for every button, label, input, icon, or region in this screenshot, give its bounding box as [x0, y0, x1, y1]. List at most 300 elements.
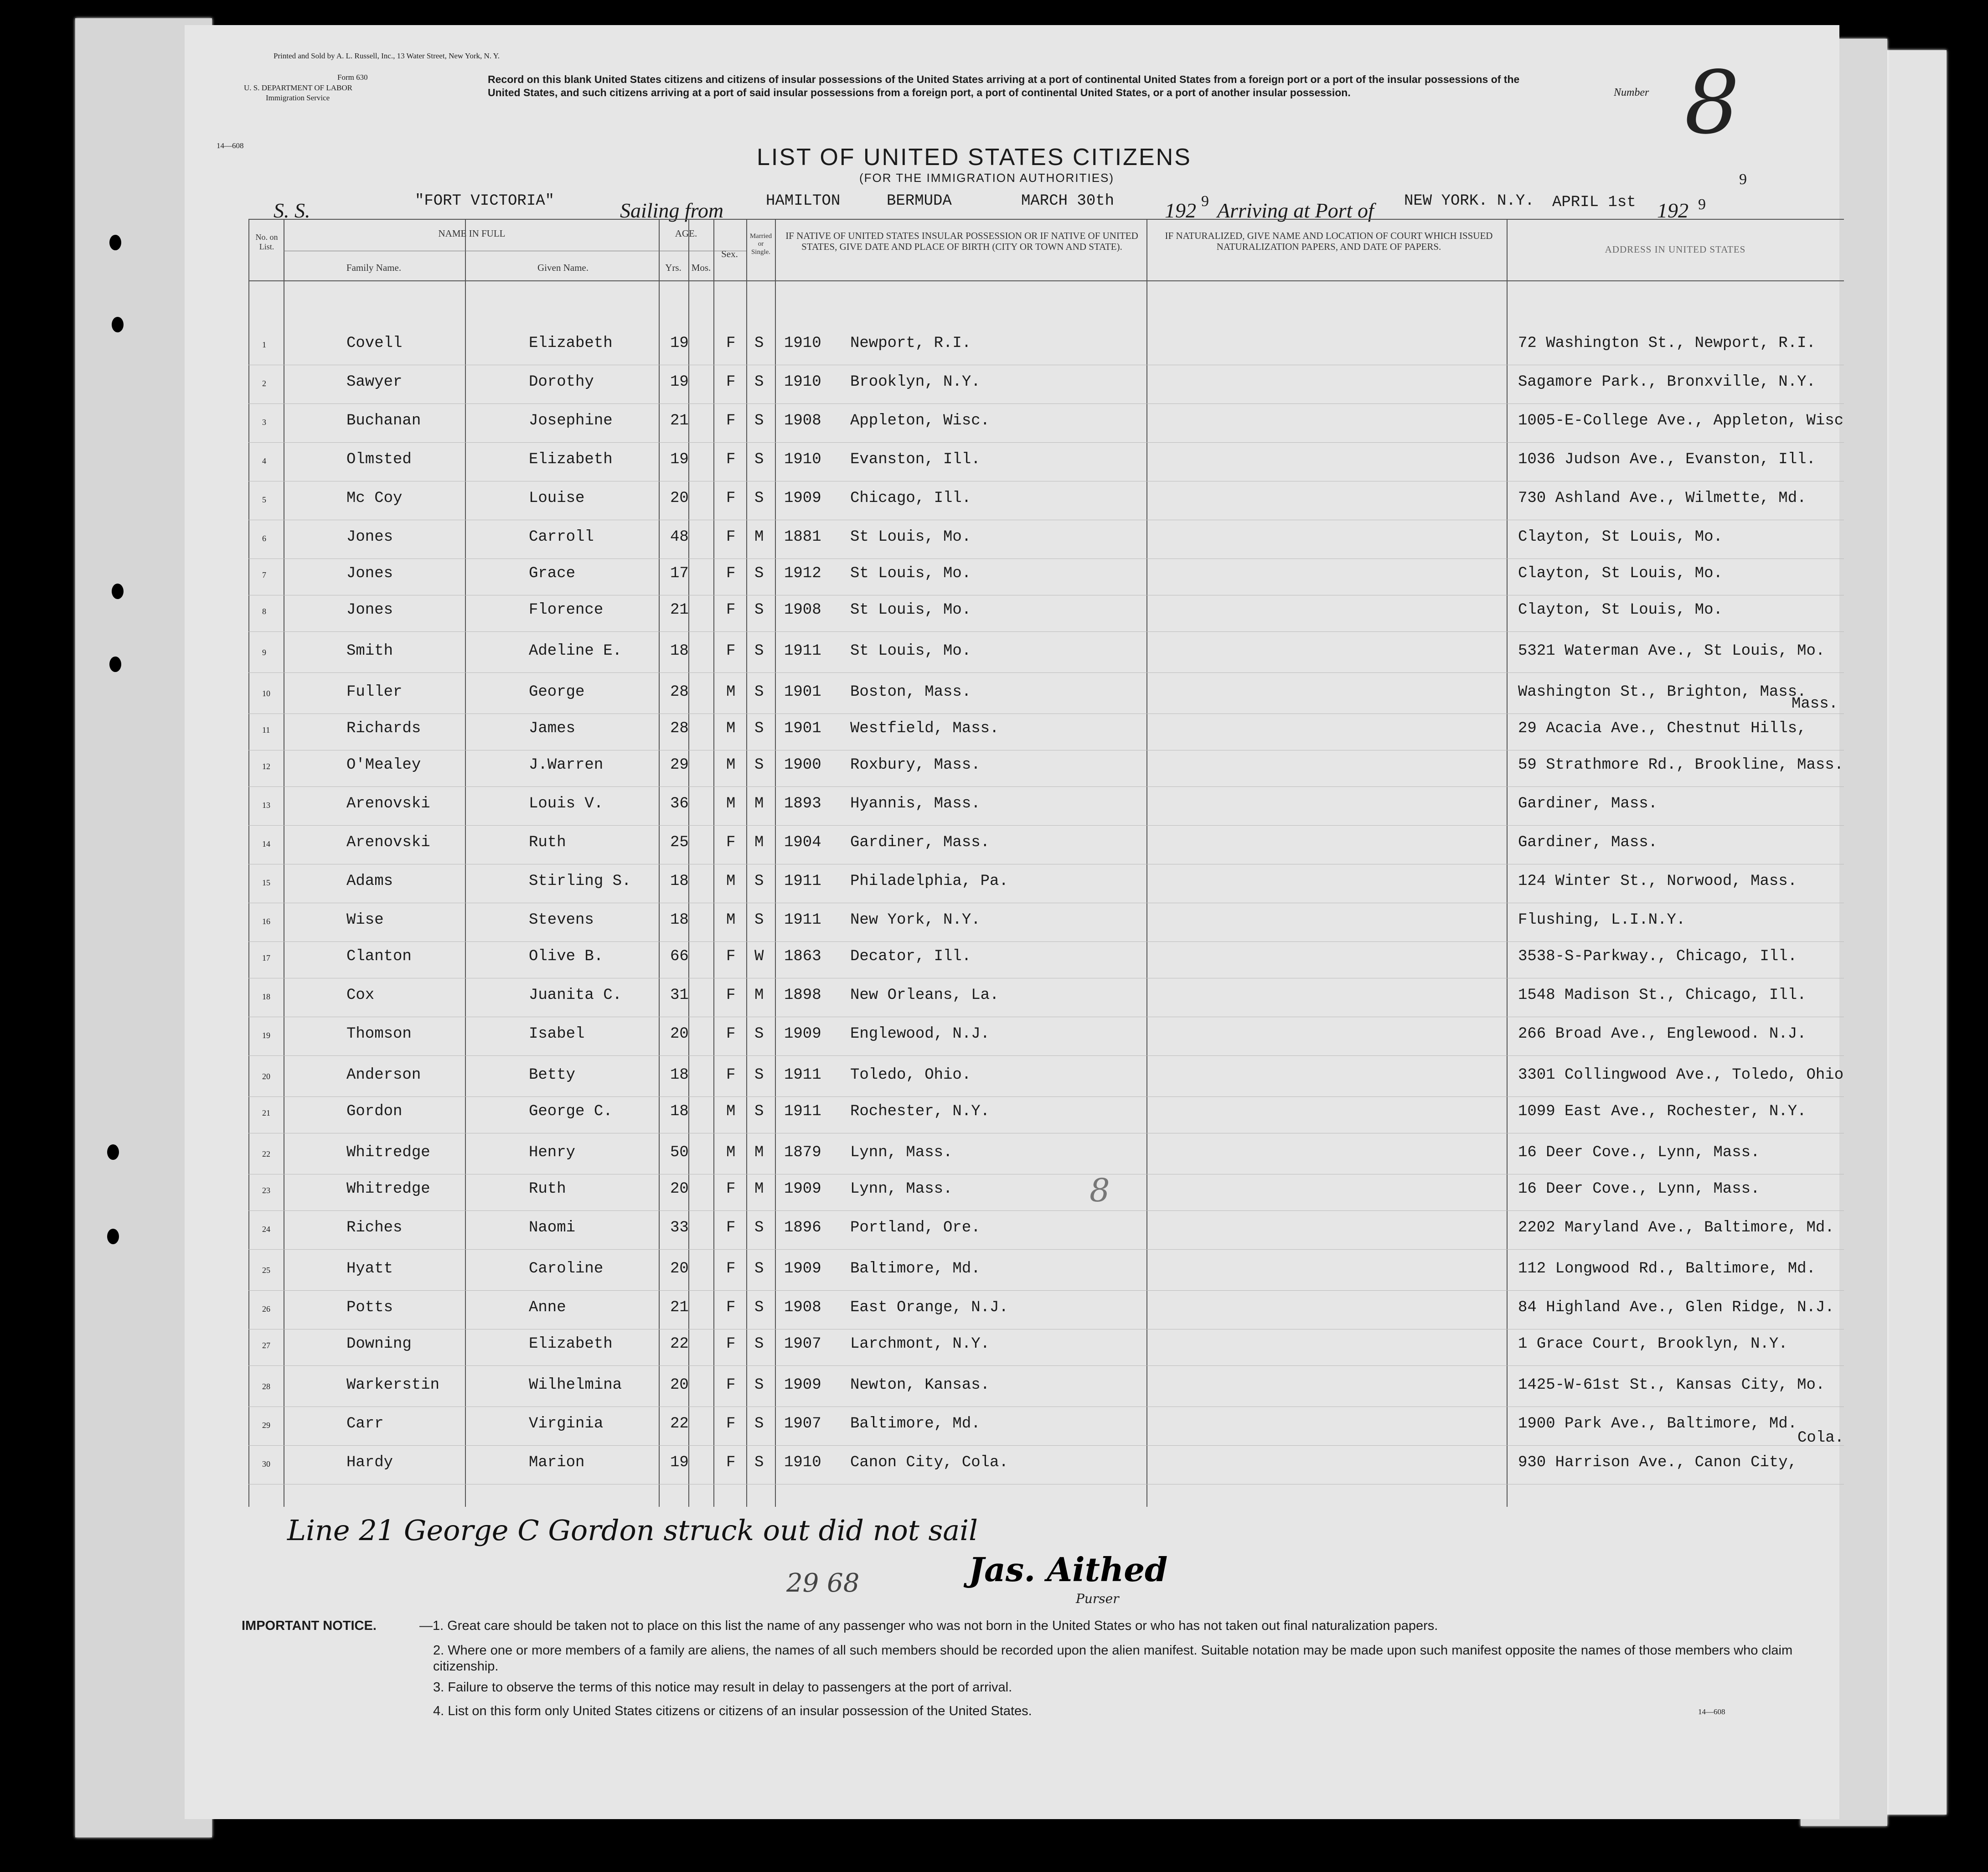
birth-place-cell: Newport, R.I.: [850, 335, 971, 352]
row-rule: [248, 403, 1844, 404]
birth-place-cell: Larchmont, N.Y.: [850, 1335, 990, 1353]
given-name-cell: Grace: [529, 565, 576, 582]
birth-year-cell: 1909: [784, 1260, 821, 1277]
birth-year-cell: 1910: [784, 373, 821, 391]
birth-year-cell: 1907: [784, 1415, 821, 1432]
given-name-cell: Carroll: [529, 528, 594, 546]
sex-cell: M: [726, 683, 736, 701]
address-cell: 3538-S-Parkway., Chicago, Ill.: [1518, 948, 1797, 965]
col-mos: Mos.: [691, 262, 711, 273]
birth-year-cell: 1911: [784, 873, 821, 890]
row-rule: [248, 672, 1844, 673]
sex-cell: F: [726, 1260, 736, 1277]
col-name-in-full: NAME IN FULL: [438, 228, 506, 239]
family-name-cell: Gordon: [346, 1103, 403, 1120]
no-cell: 15: [262, 878, 270, 887]
notice-item-1: —1. Great care should be taken not to place on this list the name of any passenger who was not born in the United States or who has not taken out final naturalization papers.: [419, 1619, 1438, 1633]
sailing-label: Sailing from: [620, 199, 724, 222]
no-cell: 1: [262, 340, 266, 349]
address-cell: 1 Grace Court, Brooklyn, N.Y.: [1518, 1335, 1788, 1353]
birth-year-cell: 1901: [784, 720, 821, 737]
no-cell: 9: [262, 648, 266, 657]
col-naturalized: IF NATURALIZED, GIVE NAME AND LOCATION OF COURT WHICH ISSUED NATURALIZATION PAPERS, AND DATE OF PAPERS.: [1165, 230, 1493, 253]
table-row: [248, 328, 1839, 366]
department: U. S. DEPARTMENT OF LABOR: [244, 83, 352, 92]
marital-cell: M: [754, 1180, 764, 1198]
given-name-cell: J.Warren: [529, 756, 604, 774]
table-row: [248, 1019, 1839, 1056]
birth-place-cell: St Louis, Mo.: [850, 528, 971, 546]
address-cell: 730 Ashland Ave., Wilmette, Md.: [1518, 490, 1807, 507]
no-cell: 18: [262, 992, 270, 1001]
family-name-cell: Whitredge: [346, 1144, 430, 1161]
form-number: Form 630: [337, 73, 368, 82]
notice-item-2: 2. Where one or more members of a family are aliens, the names of all such members should be recorded upon the alien manifest. Suitable notation may be made upon such manifest opposite the names of those members who claim citizenship.: [433, 1643, 1793, 1674]
family-name-cell: Carr: [346, 1415, 384, 1432]
given-name-cell: Stirling S.: [529, 873, 631, 890]
table-row: [248, 1174, 1839, 1211]
sex-cell: F: [726, 1415, 736, 1432]
address-cell: 1005-E-College Ave., Appleton, Wisc: [1518, 412, 1844, 429]
notice-heading: IMPORTANT NOTICE.: [242, 1619, 377, 1633]
table-row: [248, 677, 1839, 714]
age-cell: 28: [670, 683, 689, 701]
marital-cell: M: [754, 795, 764, 812]
birth-place-cell: St Louis, Mo.: [850, 642, 971, 660]
given-name-cell: Isabel: [529, 1025, 585, 1043]
given-name-cell: Louis V.: [529, 795, 604, 812]
no-cell: 12: [262, 762, 270, 771]
table-row: [248, 714, 1839, 751]
age-cell: 19: [670, 451, 689, 468]
age-cell: 21: [670, 1299, 689, 1316]
age-cell: 20: [670, 1260, 689, 1277]
table-row: [248, 1138, 1839, 1175]
birth-place-cell: Rochester, N.Y.: [850, 1103, 990, 1120]
address-overflow: Cola.: [1797, 1429, 1844, 1447]
birth-place-cell: Newton, Kansas.: [850, 1376, 990, 1394]
marital-cell: S: [754, 565, 764, 582]
no-cell: 16: [262, 917, 270, 926]
age-cell: 29: [670, 756, 689, 774]
given-name-cell: Ruth: [529, 1180, 566, 1198]
table-header-rule: [248, 280, 1844, 281]
no-cell: 14: [262, 839, 270, 848]
sex-cell: M: [726, 1144, 736, 1161]
sex-cell: F: [726, 1219, 736, 1236]
sex-cell: F: [726, 373, 736, 391]
no-cell: 11: [262, 725, 270, 734]
sex-cell: F: [726, 1180, 736, 1198]
row-rule: [248, 1055, 1844, 1056]
age-cell: 21: [670, 412, 689, 429]
no-cell: 19: [262, 1031, 270, 1040]
sex-cell: F: [726, 1454, 736, 1471]
address-cell: 29 Acacia Ave., Chestnut Hills,: [1518, 720, 1807, 737]
purser-title: Purser: [1076, 1591, 1119, 1606]
col-sex: Sex.: [721, 248, 738, 259]
col-native: IF NATIVE OF UNITED STATES INSULAR POSSESSION OR IF NATIVE OF UNITED STATES, GIVE DATE AND PLACE OF BIRTH (CITY OR TOWN AND STATE).: [785, 230, 1138, 253]
age-cell: 20: [670, 1180, 689, 1198]
marital-cell: S: [754, 1025, 764, 1043]
row-rule: [248, 825, 1844, 826]
marital-cell: S: [754, 490, 764, 507]
col-family-name: Family Name.: [346, 262, 402, 273]
age-cell: 20: [670, 1025, 689, 1043]
birth-year-cell: 1904: [784, 834, 821, 851]
birth-place-cell: Portland, Ore.: [850, 1219, 981, 1236]
table-row: [248, 980, 1839, 1018]
given-name-cell: Stevens: [529, 911, 594, 929]
table-row: [248, 789, 1839, 826]
marital-cell: S: [754, 1260, 764, 1277]
marital-cell: S: [754, 1376, 764, 1394]
sex-cell: F: [726, 987, 736, 1004]
given-name-cell: Virginia: [529, 1415, 604, 1432]
sex-cell: F: [726, 642, 736, 660]
birth-place-cell: St Louis, Mo.: [850, 601, 971, 619]
no-cell: 17: [262, 953, 270, 962]
given-name-cell: Josephine: [529, 412, 613, 429]
family-name-cell: Downing: [346, 1335, 412, 1353]
birth-year-cell: 1896: [784, 1219, 821, 1236]
address-cell: Gardiner, Mass.: [1518, 795, 1658, 812]
marital-cell: M: [754, 528, 764, 546]
arrival-port: NEW YORK. N.Y.: [1404, 192, 1534, 210]
birth-place-cell: Lynn, Mass.: [850, 1180, 953, 1198]
birth-year-cell: 1909: [784, 1180, 821, 1198]
handwritten-note: Line 21 George C Gordon struck out did not sail: [287, 1514, 978, 1547]
arrival-year-digit: 9: [1698, 196, 1706, 213]
given-name-cell: Elizabeth: [529, 335, 613, 352]
table-row: [248, 866, 1839, 904]
family-name-cell: Anderson: [346, 1066, 421, 1084]
page-title: LIST OF UNITED STATES CITIZENS: [757, 144, 1192, 171]
family-name-cell: Covell: [346, 335, 403, 352]
address-cell: 84 Highland Ave., Glen Ridge, N.J.: [1518, 1299, 1834, 1316]
given-name-cell: Caroline: [529, 1260, 604, 1277]
no-cell: 7: [262, 570, 266, 579]
year-digit: 9: [1201, 193, 1209, 210]
birth-year-cell: 1910: [784, 335, 821, 352]
family-name-cell: Potts: [346, 1299, 393, 1316]
age-cell: 28: [670, 720, 689, 737]
age-cell: 48: [670, 528, 689, 546]
birth-year-cell: 1900: [784, 756, 821, 774]
sail-date: MARCH 30th: [1021, 192, 1115, 210]
family-name-cell: Arenovski: [346, 795, 430, 812]
service: Immigration Service: [266, 93, 330, 102]
age-cell: 20: [670, 490, 689, 507]
marital-cell: S: [754, 1454, 764, 1471]
marital-cell: S: [754, 373, 764, 391]
birth-place-cell: Boston, Mass.: [850, 683, 971, 701]
no-cell: 22: [262, 1149, 270, 1158]
table-row: [248, 1293, 1839, 1330]
family-name-cell: Warkerstin: [346, 1376, 440, 1394]
family-name-cell: Cox: [346, 987, 375, 1004]
age-cell: 25: [670, 834, 689, 851]
row-rule: [248, 786, 1844, 787]
col-no: No. on List.: [255, 233, 278, 251]
given-name-cell: Elizabeth: [529, 451, 613, 468]
table-row: [248, 1254, 1839, 1291]
birth-place-cell: St Louis, Mo.: [850, 565, 971, 582]
footer-form-code: 14—608: [1698, 1707, 1725, 1716]
sex-cell: F: [726, 948, 736, 965]
birth-place-cell: Hyannis, Mass.: [850, 795, 981, 812]
given-name-cell: George: [529, 683, 585, 701]
notice-item-4: 4. List on this form only United States citizens or citizens of an insular possession of the United States.: [433, 1704, 1032, 1718]
given-name-cell: Ruth: [529, 834, 566, 851]
address-cell: Clayton, St Louis, Mo.: [1518, 565, 1723, 582]
sex-cell: F: [726, 1066, 736, 1084]
sailing-from-city: HAMILTON: [766, 192, 841, 210]
punch-hole: [112, 584, 124, 599]
given-name-cell: Florence: [529, 601, 604, 619]
birth-year-cell: 1909: [784, 1376, 821, 1394]
sex-cell: F: [726, 601, 736, 619]
family-name-cell: Clanton: [346, 948, 412, 965]
age-cell: 33: [670, 1219, 689, 1236]
birth-place-cell: Appleton, Wisc.: [850, 412, 990, 429]
address-cell: 1900 Park Ave., Baltimore, Md.: [1518, 1415, 1797, 1432]
table-row: [248, 445, 1839, 482]
table-row: [248, 558, 1839, 596]
table-row: [248, 636, 1839, 673]
no-cell: 20: [262, 1072, 270, 1081]
birth-year-cell: 1908: [784, 601, 821, 619]
table-row: [248, 522, 1839, 559]
marital-cell: S: [754, 451, 764, 468]
punch-hole: [109, 235, 121, 250]
age-cell: 18: [670, 642, 689, 660]
age-cell: 18: [670, 911, 689, 929]
birth-year-cell: 1863: [784, 948, 821, 965]
address-cell: Washington St., Brighton, Mass.: [1518, 683, 1807, 701]
marital-cell: S: [754, 1103, 764, 1120]
col-given-name: Given Name.: [537, 262, 589, 273]
birth-year-cell: 1911: [784, 1066, 821, 1084]
no-cell: 2: [262, 379, 266, 388]
sex-cell: F: [726, 335, 736, 352]
table-row: [248, 1329, 1839, 1366]
family-name-cell: Arenovski: [346, 834, 430, 851]
age-cell: 17: [670, 565, 689, 582]
arrival-year-prefix: 192: [1657, 199, 1689, 222]
number-value: 8: [1684, 52, 1740, 153]
row-rule: [248, 1365, 1844, 1366]
sex-cell: F: [726, 565, 736, 582]
ss-label: S. S.: [274, 199, 310, 222]
table-row: [248, 1060, 1844, 1097]
family-name-cell: Hardy: [346, 1454, 393, 1471]
address-cell: 266 Broad Ave., Englewood. N.J.: [1518, 1025, 1807, 1043]
address-cell: 1425-W-61st St., Kansas City, Mo.: [1518, 1376, 1825, 1394]
family-name-cell: Hyatt: [346, 1260, 393, 1277]
col-married: Married or Single.: [749, 233, 772, 256]
arrival-year-digit-above: 9: [1739, 171, 1747, 188]
sex-cell: F: [726, 1025, 736, 1043]
address-cell: 1099 East Ave., Rochester, N.Y.: [1518, 1103, 1807, 1120]
year-prefix: 192: [1165, 199, 1196, 222]
marital-cell: M: [754, 1144, 764, 1161]
birth-year-cell: 1907: [784, 1335, 821, 1353]
no-cell: 3: [262, 418, 266, 427]
age-cell: 66: [670, 948, 689, 965]
no-cell: 29: [262, 1421, 270, 1430]
birth-place-cell: Baltimore, Md.: [850, 1260, 981, 1277]
sex-cell: M: [726, 1103, 736, 1120]
punch-hole: [109, 657, 121, 672]
form-code: 14—608: [217, 141, 244, 150]
family-name-cell: Smith: [346, 642, 393, 660]
age-cell: 19: [670, 1454, 689, 1471]
address-cell: Sagamore Park., Bronxville, N.Y.: [1518, 373, 1816, 391]
given-name-cell: George C.: [529, 1103, 613, 1120]
birth-place-cell: Baltimore, Md.: [850, 1415, 981, 1432]
birth-year-cell: 1909: [784, 490, 821, 507]
given-name-cell: Dorothy: [529, 373, 594, 391]
table-top-rule: [248, 219, 1844, 220]
arrival-date: APRIL 1st: [1552, 194, 1636, 211]
marital-cell: S: [754, 642, 764, 660]
sex-cell: M: [726, 795, 736, 812]
birth-place-cell: East Orange, N.J.: [850, 1299, 1008, 1316]
table-row: [248, 750, 1844, 787]
marital-cell: S: [754, 911, 764, 929]
no-cell: 23: [262, 1186, 270, 1195]
sex-cell: F: [726, 490, 736, 507]
no-cell: 13: [262, 801, 270, 810]
margin-mark: 8: [1090, 1172, 1110, 1209]
table-row: [248, 827, 1839, 865]
address-cell: Clayton, St Louis, Mo.: [1518, 601, 1723, 619]
family-name-cell: Thomson: [346, 1025, 412, 1043]
given-name-cell: Juanita C.: [529, 987, 622, 1004]
age-cell: 22: [670, 1335, 689, 1353]
birth-place-cell: Canon City, Cola.: [850, 1454, 1008, 1471]
birth-place-cell: Gardiner, Mass.: [850, 834, 990, 851]
table-row: [248, 367, 1839, 404]
no-cell: 25: [262, 1266, 270, 1275]
age-cell: 21: [670, 601, 689, 619]
sex-cell: M: [726, 873, 736, 890]
tally-mark: 29 68: [786, 1568, 860, 1598]
birth-year-cell: 1901: [784, 683, 821, 701]
birth-place-cell: Roxbury, Mass.: [850, 756, 981, 774]
marital-cell: S: [754, 1335, 764, 1353]
table-row: [248, 1448, 1839, 1485]
page-subtitle: (FOR THE IMMIGRATION AUTHORITIES): [859, 171, 1115, 185]
no-cell: 30: [262, 1459, 270, 1469]
marital-cell: S: [754, 873, 764, 890]
given-name-cell: Elizabeth: [529, 1335, 613, 1353]
number-label: Number: [1614, 87, 1649, 98]
no-cell: 10: [262, 689, 270, 698]
birth-year-cell: 1911: [784, 642, 821, 660]
address-cell: 16 Deer Cove., Lynn, Mass.: [1518, 1144, 1760, 1161]
marital-cell: S: [754, 756, 764, 774]
birth-place-cell: Decator, Ill.: [850, 948, 971, 965]
birth-year-cell: 1911: [784, 911, 821, 929]
birth-place-cell: Toledo, Ohio.: [850, 1066, 971, 1084]
no-cell: 27: [262, 1341, 270, 1350]
row-rule: [248, 1210, 1844, 1211]
sex-cell: F: [726, 451, 736, 468]
birth-year-cell: 1910: [784, 451, 821, 468]
table-row: [248, 905, 1839, 942]
table-row: [248, 1370, 1839, 1407]
table-row: [248, 1409, 1839, 1446]
purser-signature: Jas. Aithed: [969, 1550, 1168, 1589]
no-cell: 4: [262, 456, 266, 465]
address-overflow: Mass.: [1792, 695, 1838, 713]
table-row: [248, 1213, 1839, 1250]
family-name-cell: Jones: [346, 528, 393, 546]
row-rule: [248, 631, 1844, 632]
birth-year-cell: 1879: [784, 1144, 821, 1161]
birth-place-cell: Lynn, Mass.: [850, 1144, 953, 1161]
address-cell: 2202 Maryland Ave., Baltimore, Md.: [1518, 1219, 1834, 1236]
sex-cell: M: [726, 756, 736, 774]
row-rule: [248, 1249, 1844, 1250]
given-name-cell: Henry: [529, 1144, 576, 1161]
age-cell: 19: [670, 373, 689, 391]
birth-place-cell: Chicago, Ill.: [850, 490, 971, 507]
family-name-cell: Jones: [346, 601, 393, 619]
age-cell: 18: [670, 873, 689, 890]
punch-hole: [107, 1229, 119, 1244]
row-rule: [248, 442, 1844, 443]
marital-cell: S: [754, 720, 764, 737]
sex-cell: F: [726, 1299, 736, 1316]
birth-year-cell: 1912: [784, 565, 821, 582]
instructions: Record on this blank United States citizens and citizens of insular possessions of the United States arriving at a port of continental United States from a foreign port or a port of the insular possessions of the United States, and such citizens arriving at a port of said insular possessions from a foreign port, a port of continental United States, or a port of another insular possession.: [488, 73, 1520, 98]
punch-hole: [107, 1144, 119, 1160]
address-cell: 5321 Waterman Ave., St Louis, Mo.: [1518, 642, 1825, 660]
family-name-cell: Jones: [346, 565, 393, 582]
family-name-cell: Fuller: [346, 683, 403, 701]
family-name-cell: Sawyer: [346, 373, 403, 391]
sailing-from-country: BERMUDA: [887, 192, 952, 210]
birth-place-cell: Philadelphia, Pa.: [850, 873, 1008, 890]
punch-hole: [112, 317, 124, 332]
age-cell: 50: [670, 1144, 689, 1161]
birth-year-cell: 1908: [784, 412, 821, 429]
no-cell: 6: [262, 534, 266, 543]
marital-cell: S: [754, 335, 764, 352]
table-row: [248, 483, 1839, 521]
marital-cell: S: [754, 1066, 764, 1084]
given-name-cell: Wilhelmina: [529, 1376, 622, 1394]
sex-cell: F: [726, 528, 736, 546]
family-name-cell: Olmsted: [346, 451, 412, 468]
address-cell: Gardiner, Mass.: [1518, 834, 1658, 851]
sex-cell: F: [726, 412, 736, 429]
given-name-cell: Naomi: [529, 1219, 576, 1236]
marital-cell: M: [754, 834, 764, 851]
address-cell: 3301 Collingwood Ave., Toledo, Ohio: [1518, 1066, 1844, 1084]
address-cell: 1548 Madison St., Chicago, Ill.: [1518, 987, 1807, 1004]
birth-place-cell: New York, N.Y.: [850, 911, 981, 929]
age-cell: 36: [670, 795, 689, 812]
ship-name: "FORT VICTORIA": [415, 192, 555, 210]
given-name-cell: Olive B.: [529, 948, 604, 965]
given-name-cell: James: [529, 720, 576, 737]
arriving-label: Arriving at Port of: [1217, 199, 1374, 222]
family-name-cell: Buchanan: [346, 412, 421, 429]
